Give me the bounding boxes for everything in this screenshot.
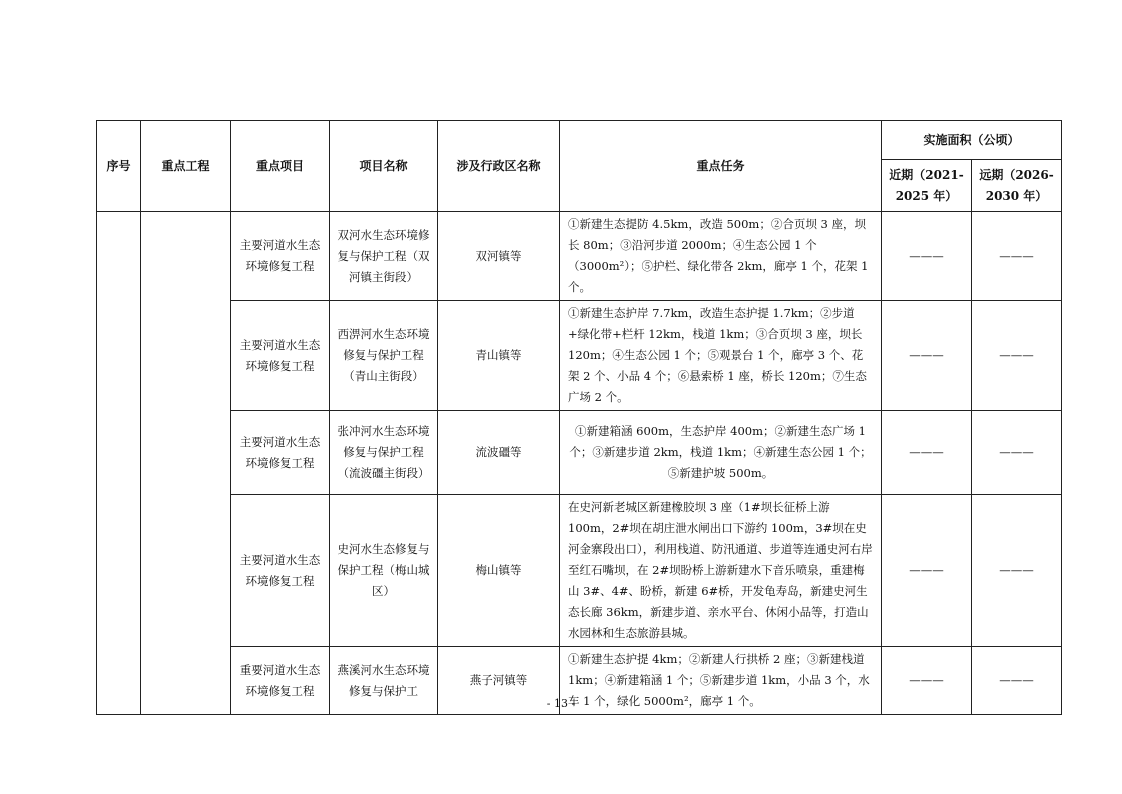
header-far-term: 远期（2026-2030 年） xyxy=(972,160,1062,212)
far-term-cell: ——— xyxy=(972,647,1062,715)
project-name-cell: 张冲河水生态环境修复与保护工程（流波礓主街段） xyxy=(330,411,438,495)
header-project-name: 项目名称 xyxy=(330,121,438,212)
project-name-cell: 双河水生态环境修复与保护工程（双河镇主街段） xyxy=(330,212,438,301)
task-cell: ①新建生态护提 4km；②新建人行拱桥 2 座；③新建栈道 1km；④新建箱涵 1 个；⑤新建步道 1km，小品 3 个，水车 1 个，绿化 5000m²，廊亭 1 个。 xyxy=(560,647,882,715)
page-number: - 13 - xyxy=(546,697,576,710)
project-name-cell: 西淠河水生态环境修复与保护工程（青山主街段） xyxy=(330,301,438,411)
key-engineering-cell xyxy=(141,212,231,715)
project-table xyxy=(96,120,1062,715)
district-cell: 流波礓等 xyxy=(438,411,560,495)
project-name-cell: 燕溪河水生态环境修复与保护工 xyxy=(330,647,438,715)
task-cell: ①新建生态护岸 7.7km，改造生态护提 1.7km；②步道+绿化带+栏杆 12km，栈道 1km；③合页坝 3 座，坝长 120m；④生态公园 1 个；⑤观景台 1 个，廊亭 3 个、花架 2 个、小品 4 个；⑥悬索桥 1 座，桥长 120m；⑦生态广场 2 个。 xyxy=(560,301,882,411)
table-row xyxy=(97,301,1062,411)
table-row xyxy=(97,495,1062,647)
near-term-cell: ——— xyxy=(882,647,972,715)
header-key-project: 重点项目 xyxy=(231,121,330,212)
far-term-cell: ——— xyxy=(972,212,1062,301)
far-term-cell: ——— xyxy=(972,411,1062,495)
near-term-cell: ——— xyxy=(882,495,972,647)
district-cell: 燕子河镇等 xyxy=(438,647,560,715)
table-row xyxy=(97,411,1062,495)
district-cell: 青山镇等 xyxy=(438,301,560,411)
key-project-cell: 主要河道水生态环境修复工程 xyxy=(231,411,330,495)
header-index: 序号 xyxy=(97,121,141,212)
header-key-task: 重点任务 xyxy=(560,121,882,212)
header-area: 实施面积（公顷） xyxy=(882,121,1062,160)
project-name-cell: 史河水生态修复与保护工程（梅山城区） xyxy=(330,495,438,647)
near-term-cell: ——— xyxy=(882,301,972,411)
key-project-cell: 重要河道水生态环境修复工程 xyxy=(231,647,330,715)
key-project-cell: 主要河道水生态环境修复工程 xyxy=(231,301,330,411)
near-term-cell: ——— xyxy=(882,212,972,301)
district-cell: 双河镇等 xyxy=(438,212,560,301)
task-cell: ①新建生态提防 4.5km，改造 500m；②合页坝 3 座，坝长 80m；③沿河步道 2000m；④生态公园 1 个（3000m²）；⑤护栏、绿化带各 2km，廊亭 1 个，花架 1 个。 xyxy=(560,212,882,301)
district-cell: 梅山镇等 xyxy=(438,495,560,647)
index-cell xyxy=(97,212,141,715)
key-project-cell: 主要河道水生态环境修复工程 xyxy=(231,212,330,301)
far-term-cell: ——— xyxy=(972,301,1062,411)
header-near-term: 近期（2021-2025 年） xyxy=(882,160,972,212)
near-term-cell: ——— xyxy=(882,411,972,495)
task-cell: 在史河新老城区新建橡胶坝 3 座（1#坝长征桥上游 100m，2#坝在胡庄泄水闸出口下游约 100m，3#坝在史河金寨段出口），利用栈道、防汛通道、步道等连通史河右岸至红石嘴坝，在 2#坝盼桥上游新建水下音乐喷泉，重建梅山 3#、4#、盼桥，新建 6#桥，开发龟寿岛，新建史河生态长廊 36km，新建步道、亲水平台、休闲小品等，打造山水园林和生态旅游县城。 xyxy=(560,495,882,647)
far-term-cell: ——— xyxy=(972,495,1062,647)
table-row xyxy=(97,212,1062,301)
key-project-cell: 主要河道水生态环境修复工程 xyxy=(231,495,330,647)
task-cell: ①新建箱涵 600m，生态护岸 400m；②新建生态广场 1 个；③新建步道 2km，栈道 1km；④新建生态公园 1 个；⑤新建护坡 500m。 xyxy=(560,411,882,495)
header-key-engineering: 重点工程 xyxy=(141,121,231,212)
header-district: 涉及行政区名称 xyxy=(438,121,560,212)
